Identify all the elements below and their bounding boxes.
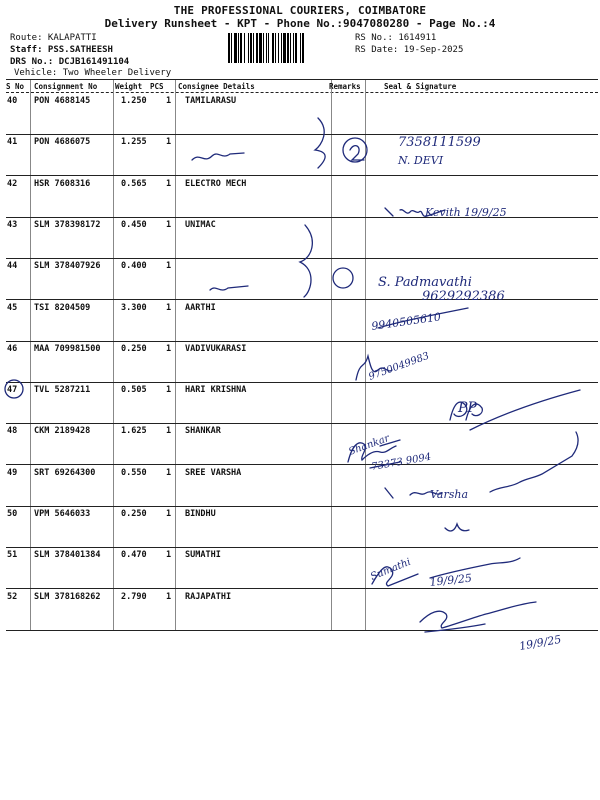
hw-row45-number: 9940505610 [370, 310, 442, 333]
row-sno: 52 [7, 591, 18, 602]
company-title: THE PROFESSIONAL COURIERS, COIMBATORE [173, 4, 427, 17]
row-divider [6, 506, 598, 507]
hw-row41-phone: 7358111599 [398, 135, 481, 150]
row-pcs: 1 [166, 550, 172, 561]
header-pcs: PCS [150, 82, 164, 91]
hw-row51-date: 19/9/25 [428, 571, 473, 589]
row-consignment: VPM 5646033 [34, 509, 91, 519]
row-sno: 46 [7, 343, 18, 354]
hw-row52-date: 19/9/25 [518, 632, 563, 653]
hw-row49-sign: Varsha [430, 488, 469, 501]
header-weight: Weight [115, 82, 143, 91]
col-divider [30, 80, 31, 631]
row-pcs: 1 [166, 509, 172, 519]
row-divider [6, 299, 598, 300]
row-weight: 0.250 [121, 509, 147, 519]
header-consignee: Consignee Details [178, 82, 255, 91]
row-consignment: PON 4688145 [34, 96, 91, 106]
row-sno: 42 [7, 178, 18, 189]
row-sno: 44 [7, 261, 18, 272]
row-weight: 0.470 [121, 550, 147, 561]
row-consignment: MAA 709981500 [34, 343, 101, 354]
row-consignment: SLM 378398172 [34, 219, 101, 230]
row-weight: 0.565 [121, 178, 147, 189]
row-consignment: SRT 69264300 [34, 467, 96, 478]
row-pcs: 1 [166, 426, 172, 437]
hw-row48-sign: Shankar [347, 432, 391, 458]
hw-row47-sign: PP [458, 400, 477, 416]
row-pcs: 1 [166, 261, 172, 272]
row-consignee: HARI KRISHNA [185, 385, 247, 396]
hw-row44-phone: 9629292386 [422, 289, 505, 304]
row-consignment: TVL 5287211 [34, 385, 91, 396]
row-weight: 0.450 [121, 219, 147, 230]
row-consignment: HSR 7608316 [34, 178, 91, 189]
col-divider [331, 80, 332, 631]
row-pcs: 1 [166, 591, 172, 602]
row-consignee: UNIMAC [185, 219, 216, 230]
row-divider [6, 630, 598, 631]
hw-row41-name: N. DEVI [398, 154, 444, 167]
row-weight: 2.790 [121, 591, 147, 602]
col-divider [365, 80, 366, 631]
row-weight: 0.250 [121, 343, 147, 354]
row-consignee: SHANKAR [185, 426, 221, 437]
row-sno: 47 [7, 385, 18, 396]
header-consignment: Consignment No [34, 82, 98, 91]
row-divider [6, 258, 598, 259]
staff-label: Staff: PSS.SATHEESH [10, 45, 113, 55]
row-pcs: 1 [166, 385, 172, 396]
barcode [228, 33, 350, 63]
col-divider [113, 80, 114, 631]
row-consignee: ELECTRO MECH [185, 178, 247, 189]
row-sno: 51 [7, 550, 18, 561]
row-pcs: 1 [166, 137, 172, 148]
header-sno: S No [6, 82, 25, 91]
row-pcs: 1 [166, 96, 172, 106]
row-consignment: SLM 378407926 [34, 261, 101, 272]
rs-date: RS Date: 19-Sep-2025 [355, 45, 464, 55]
row-sno: 43 [7, 219, 18, 230]
row-divider [6, 547, 598, 548]
col-divider [175, 80, 176, 631]
row-divider [6, 382, 598, 383]
hw-row51-name: Sumathi [369, 556, 413, 583]
row-consignment: CKM 2189428 [34, 426, 91, 437]
row-divider [6, 588, 598, 589]
row-sno: 49 [7, 467, 18, 478]
row-sno: 48 [7, 426, 18, 437]
row-consignee: SUMATHI [185, 550, 221, 561]
row-divider [6, 134, 598, 135]
row-sno: 40 [7, 96, 18, 106]
row-pcs: 1 [166, 178, 172, 189]
row-pcs: 1 [166, 219, 172, 230]
row-consignment: SLM 378401384 [34, 550, 101, 561]
hw-row42-sign: Kevith 19/9/25 [425, 206, 507, 219]
row-weight: 1.255 [121, 137, 147, 148]
row-consignee: SREE VARSHA [185, 467, 242, 478]
row-consignee: BINDHU [185, 509, 216, 519]
hw-row44-name: S. Padmavathi [378, 275, 472, 290]
row-divider [6, 423, 598, 424]
row-consignee: AARTHI [185, 302, 216, 313]
row-consignee: TAMILARASU [185, 96, 237, 106]
row-consignee: RAJAPATHI [185, 591, 232, 602]
row-weight: 1.250 [121, 96, 147, 106]
header-remarks: Remarks [329, 82, 361, 91]
runsheet-subtitle: Delivery Runsheet - KPT - Phone No.:9047080280 - Page No.:4 [104, 17, 496, 30]
row-divider [6, 341, 598, 342]
drs-label: DRS No.: DCJB161491104 [10, 57, 130, 67]
row-pcs: 1 [166, 467, 172, 478]
route-label: Route: KALAPATTI [10, 33, 97, 43]
row-weight: 0.400 [121, 261, 147, 272]
row-divider [6, 217, 598, 218]
row-consignee: VADIVUKARASI [185, 343, 247, 354]
row-consignment: PON 4686075 [34, 137, 91, 148]
row-pcs: 1 [166, 302, 172, 313]
hw-row46-number: 9750049983 [367, 350, 431, 383]
table-header-rule [6, 92, 598, 93]
row-consignment: TSI 8204509 [34, 302, 91, 313]
row-weight: 3.300 [121, 302, 147, 313]
row-sno: 41 [7, 137, 18, 148]
vehicle-label: Vehicle: Two Wheeler Delivery [14, 68, 172, 78]
row-sno: 50 [7, 509, 18, 519]
row-divider [6, 464, 598, 465]
row-sno: 45 [7, 302, 18, 313]
header-signature: Seal & Signature [384, 82, 457, 91]
table-top-rule [6, 79, 598, 80]
row-consignment: SLM 378168262 [34, 591, 101, 602]
hw-row48-number: 73373 9094 [370, 451, 433, 473]
rs-number: RS No.: 1614911 [355, 33, 437, 43]
row-divider [6, 175, 598, 176]
row-pcs: 1 [166, 343, 172, 354]
row-weight: 0.550 [121, 467, 147, 478]
row-weight: 0.505 [121, 385, 147, 396]
row-weight: 1.625 [121, 426, 147, 437]
